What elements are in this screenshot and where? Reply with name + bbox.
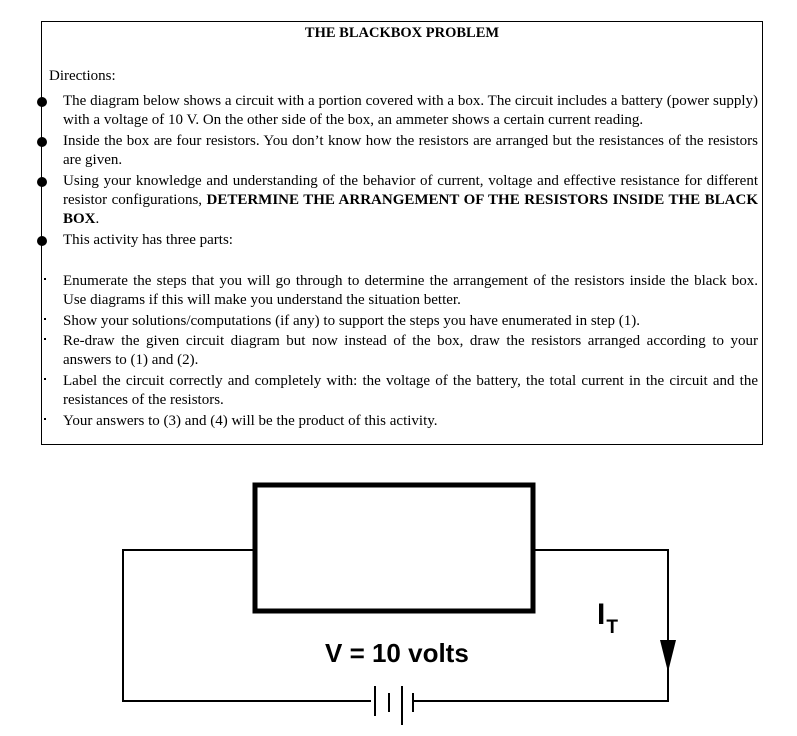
step-text: Your answers to (3) and (4) will be the product of this activity.: [63, 413, 438, 429]
current-label-main: I: [597, 598, 606, 631]
directions-label: Directions:: [49, 68, 116, 84]
step-text: Label the circuit correctly and completely with: the voltage of the battery, the total current in the circuit and the resistances of the resistors.: [63, 373, 758, 408]
current-label: [597, 598, 618, 638]
current-arrow-icon: [660, 640, 676, 672]
step-text: Enumerate the steps that you will go through to determine the arrangement of the resistors inside the black box. Use diagrams if this will make you understand the situation better.: [63, 273, 758, 308]
voltage-label: V = 10 volts: [325, 638, 469, 668]
black-box: [255, 485, 533, 611]
bullet-text-end: .: [95, 211, 100, 227]
step-text: Re-draw the given circuit diagram but now instead of the box, draw the resistors arranged according to your answers to (1) and (2).: [63, 333, 758, 368]
bullet-text: Using your knowledge and understanding of the behavior of current, voltage and effective resistance for different resistor configurations,: [63, 173, 758, 208]
bullet-text: Inside the box are four resistors. You don’t know how the resistors are arranged but the resistances of the resistors are given.: [63, 133, 758, 168]
bullet-text: This activity has three parts:: [63, 232, 233, 248]
step-text: Show your solutions/computations (if any) to support the steps you have enumerated in step (1).: [63, 313, 640, 329]
right-wire: [414, 550, 668, 701]
document-title: THE BLACKBOX PROBLEM: [304, 25, 500, 41]
current-label-subscript: T: [606, 617, 618, 638]
left-wire: [123, 550, 371, 701]
bullet-bold-text: DETERMINE THE ARRANGEMENT OF THE RESISTORS INSIDE THE BLACK BOX: [63, 192, 758, 227]
bullet-text: The diagram below shows a circuit with a portion covered with a box. The circuit includes a battery (power supply) with a voltage of 10 V. On the other side of the box, an ammeter shows a certain current reading.: [63, 93, 758, 128]
